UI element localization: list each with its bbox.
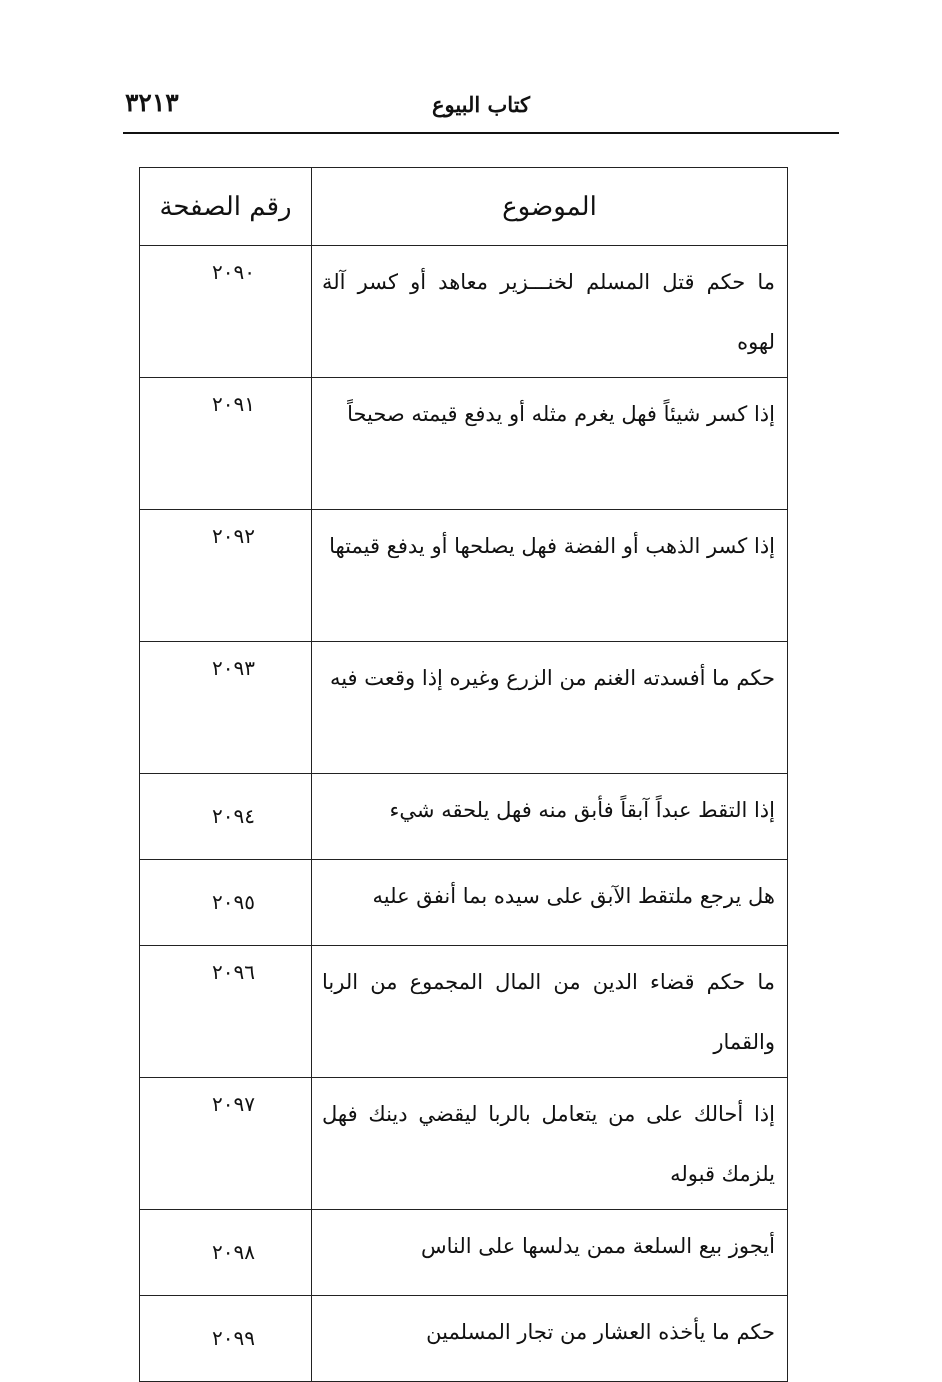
table-row [140, 510, 788, 642]
table-row [140, 774, 788, 860]
page-number-cell: ٢٠٩٦ [140, 946, 312, 1078]
page-number-cell: ٢٠٩٤ [140, 774, 312, 860]
page-number-cell: ٢٠٩٩ [140, 1296, 312, 1382]
topic-cell: حكم ما أفسدته الغنم من الزرع وغيره إذا وقعت فيه [312, 642, 788, 774]
topic-cell: إذا أحالك على من يتعامل بالربا ليقضي دينك فهل يلزمك قبوله [312, 1078, 788, 1210]
topic-cell: إذا التقط عبداً آبقاً فأبق منه فهل يلحقه شيء [312, 774, 788, 860]
page-number-cell: ٢٠٩٠ [140, 246, 312, 378]
table-header-row [140, 168, 788, 246]
table-row [140, 860, 788, 946]
topic-cell: هل يرجع ملتقط الآبق على سيده بما أنفق عليه [312, 860, 788, 946]
page-number: ٣٢١٣ [125, 88, 179, 117]
table-row [140, 378, 788, 510]
page-number-cell: ٢٠٩١ [140, 378, 312, 510]
table-row [140, 946, 788, 1078]
topic-column-header: الموضوع [312, 168, 788, 246]
topic-cell: حكم ما يأخذه العشار من تجار المسلمين [312, 1296, 788, 1382]
page-column-header: رقم الصفحة [140, 168, 312, 246]
table-row [140, 642, 788, 774]
page-number-cell: ٢٠٩٨ [140, 1210, 312, 1296]
topic-cell: ما حكم قضاء الدين من المال المجموع من الربا والقمار [312, 946, 788, 1078]
running-title: كتاب البيوع [431, 92, 531, 117]
table-row [140, 1296, 788, 1382]
page-number-cell: ٢٠٩٧ [140, 1078, 312, 1210]
page-number-cell: ٢٠٩٥ [140, 860, 312, 946]
table-row [140, 1078, 788, 1210]
index-table [139, 167, 788, 1382]
topic-cell: إذا كسر الذهب أو الفضة فهل يصلحها أو يدفع قيمتها [312, 510, 788, 642]
page-header [123, 88, 839, 134]
topic-cell: ما حكم قتل المسلم لخنـــزير معاهد أو كسر آلة لهوه [312, 246, 788, 378]
table-row [140, 246, 788, 378]
page-number-cell: ٢٠٩٢ [140, 510, 312, 642]
page-number-cell: ٢٠٩٣ [140, 642, 312, 774]
topic-cell: أيجوز بيع السلعة ممن يدلسها على الناس [312, 1210, 788, 1296]
topic-cell: إذا كسر شيئاً فهل يغرم مثله أو يدفع قيمته صحيحاً [312, 378, 788, 510]
table-row [140, 1210, 788, 1296]
